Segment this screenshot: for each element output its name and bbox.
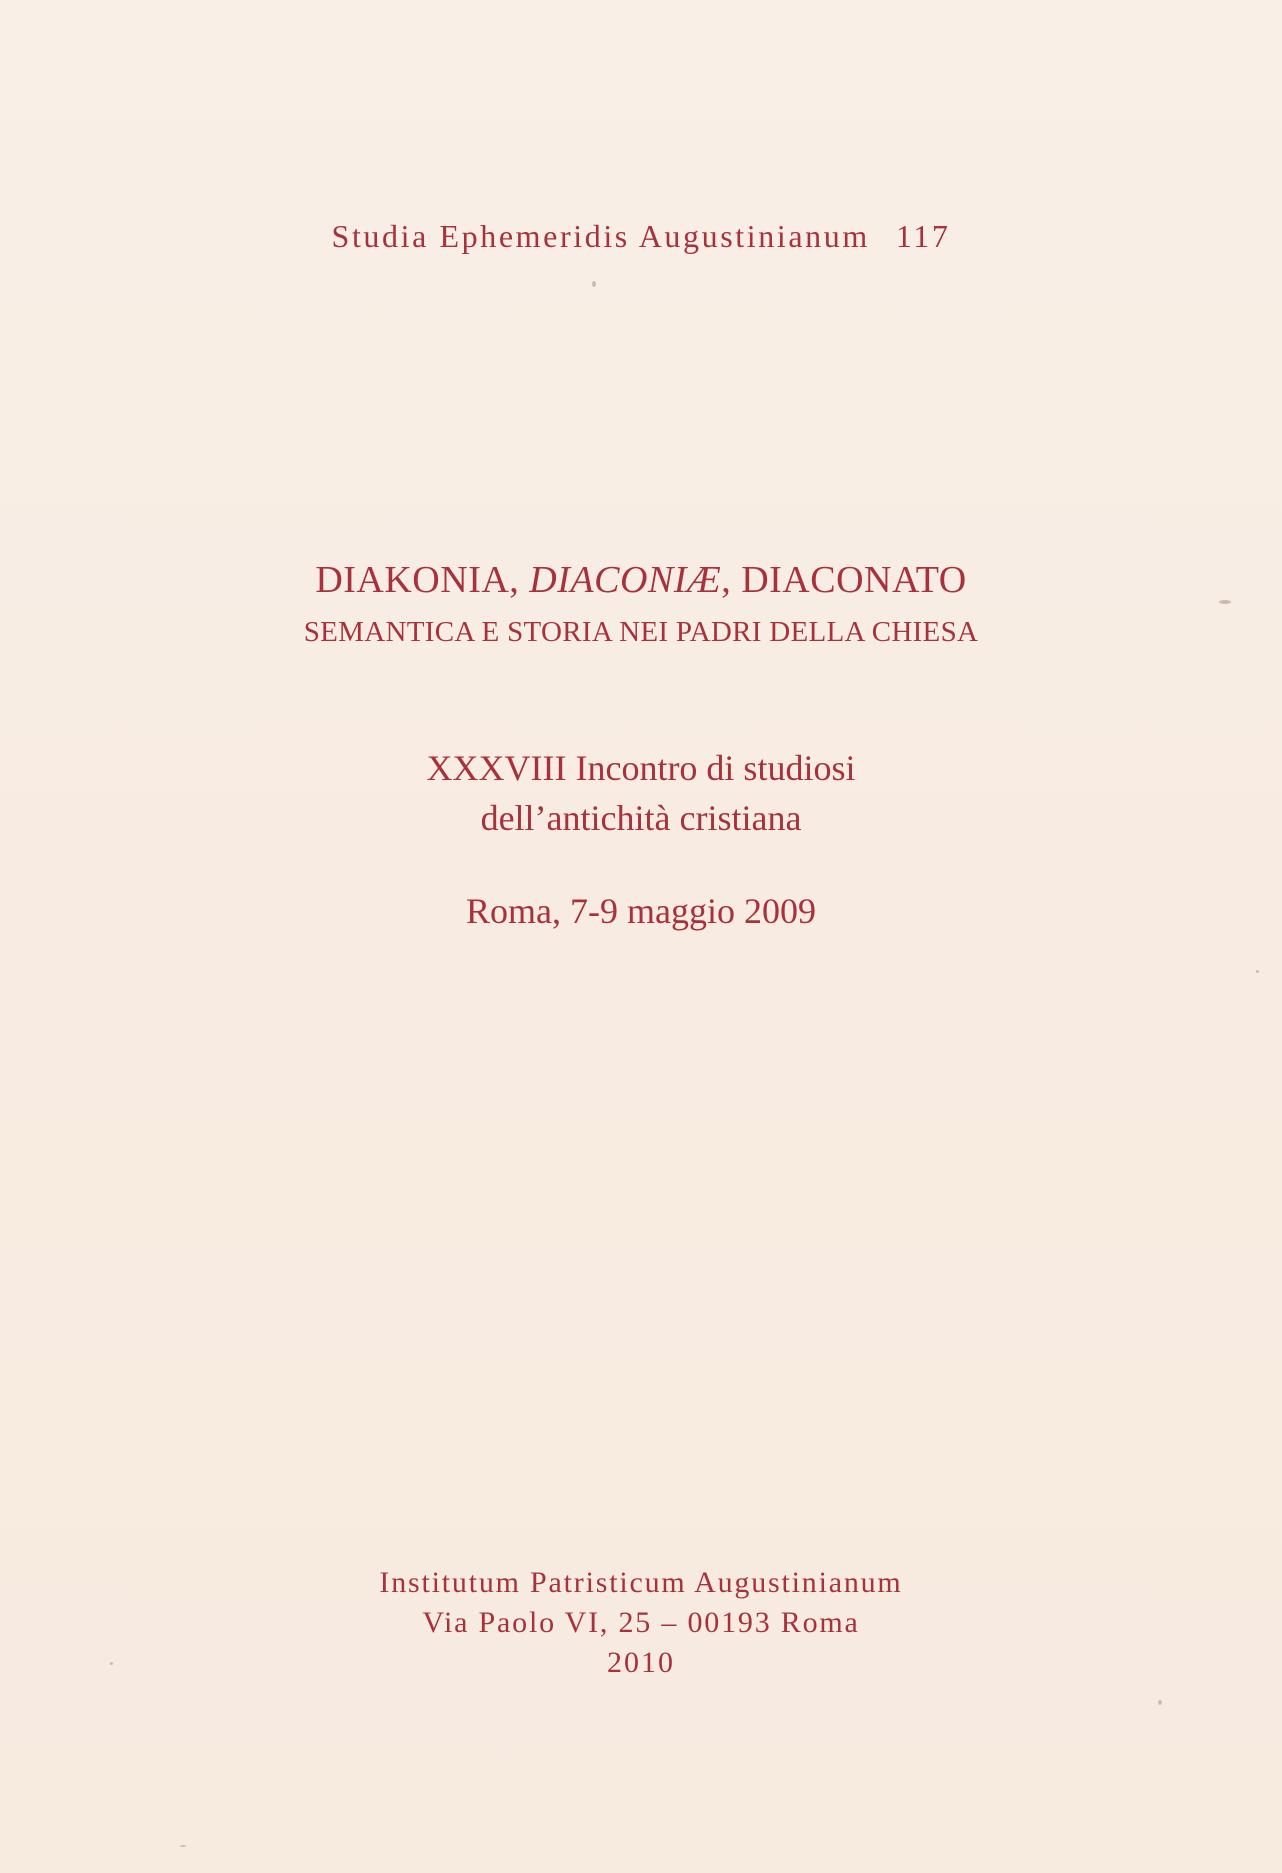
meeting-line-2: dell’antichità cristiana bbox=[480, 798, 802, 838]
title-part-1: DIAKONIA, bbox=[315, 559, 530, 601]
paper-speck bbox=[592, 281, 596, 287]
book-title bbox=[0, 558, 1282, 602]
paper-speck bbox=[1219, 600, 1231, 604]
publisher-address: Via Paolo VI, 25 – 00193 Roma bbox=[422, 1606, 860, 1639]
publication-year: 2010 bbox=[607, 1646, 675, 1679]
paper-speck bbox=[110, 1662, 113, 1665]
series-name: Studia Ephemeridis Augustinianum bbox=[331, 218, 870, 254]
paper-speck bbox=[1158, 1700, 1162, 1705]
book-subtitle: SEMANTICA E STORIA NEI PADRI DELLA CHIESA bbox=[303, 616, 979, 648]
title-italic: DIACONIÆ bbox=[529, 559, 722, 601]
paper-speck bbox=[180, 1845, 186, 1847]
series-number: 117 bbox=[895, 218, 951, 254]
place-date: Roma, 7-9 maggio 2009 bbox=[466, 891, 816, 931]
title-part-2: , DIACONATO bbox=[721, 559, 967, 601]
meeting-line-1: XXXVIII Incontro di studiosi bbox=[426, 748, 856, 788]
series-line bbox=[0, 218, 1282, 255]
paper-speck bbox=[1256, 970, 1259, 973]
publisher-name: Institutum Patristicum Augustinianum bbox=[379, 1566, 903, 1599]
